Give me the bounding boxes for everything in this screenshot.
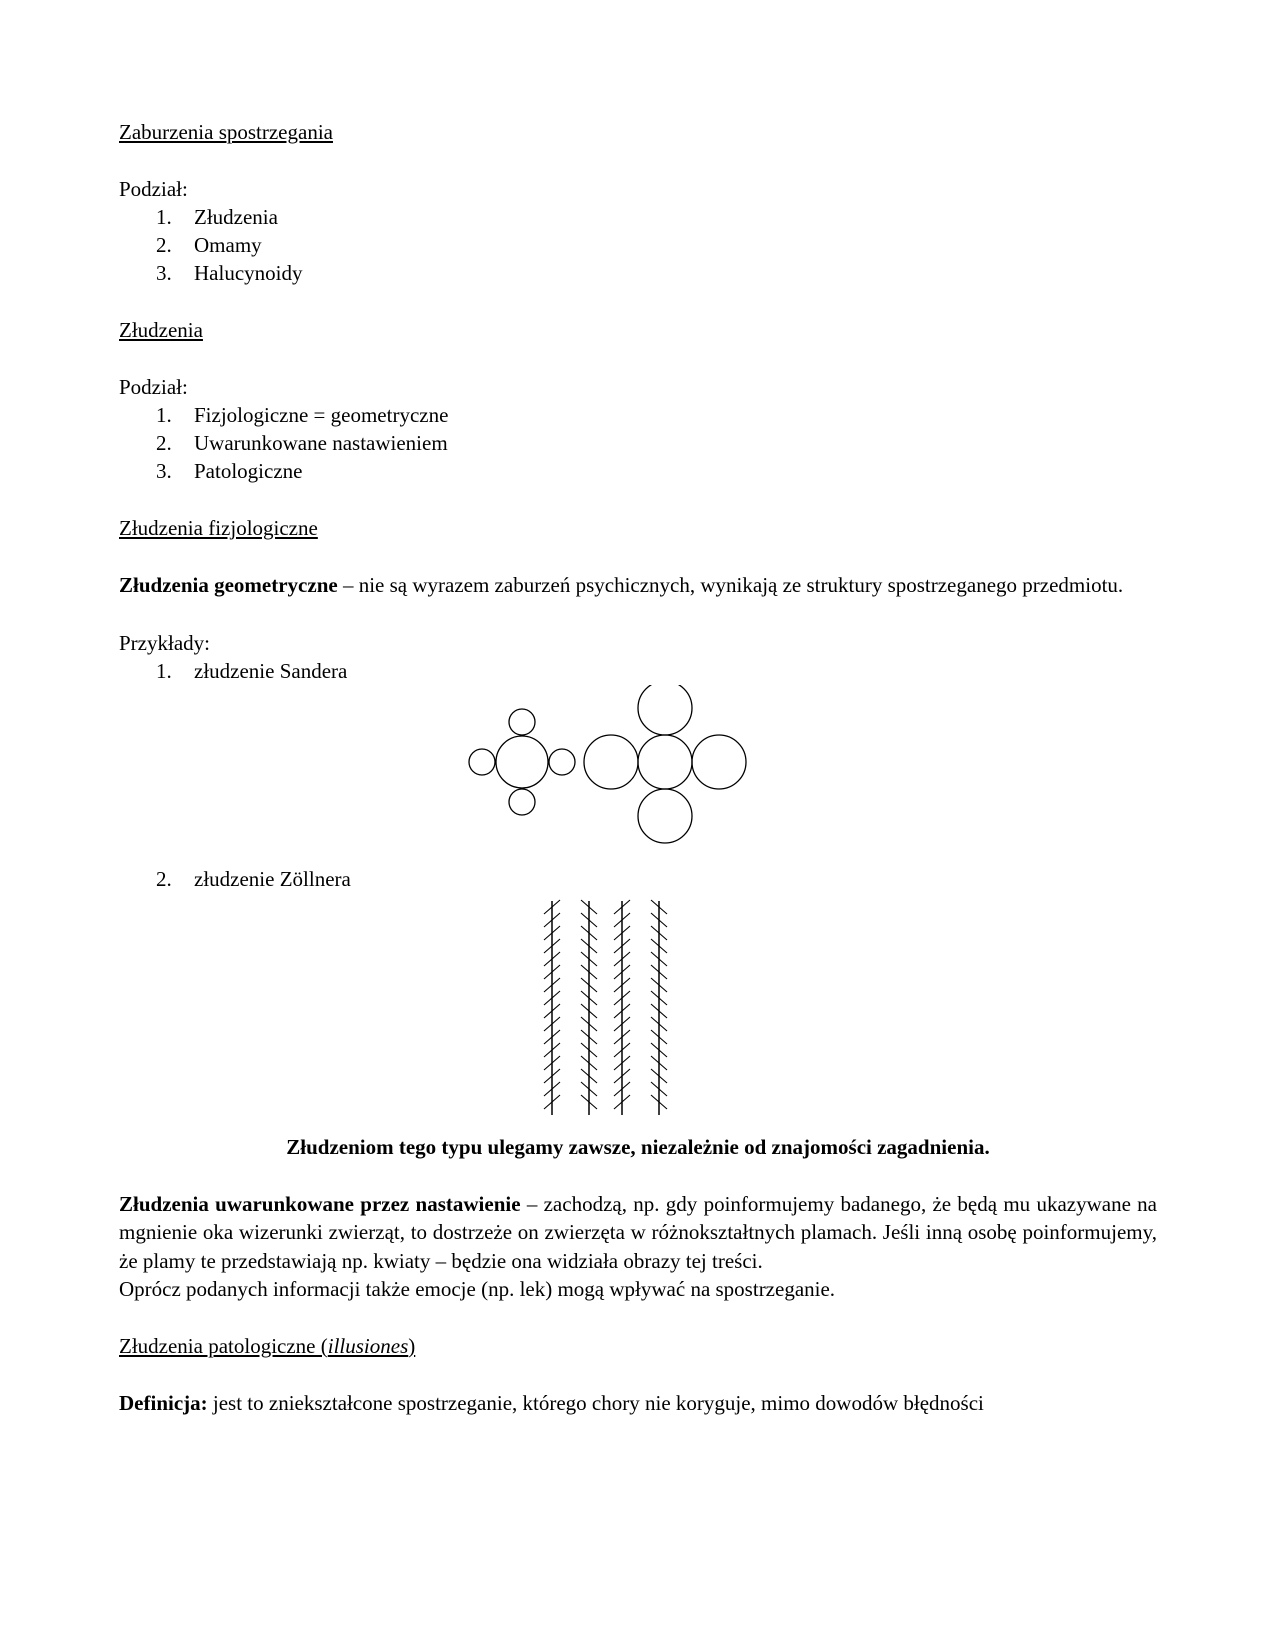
always-statement: Złudzeniom tego typu ulegamy zawsze, niezależnie od znajomości zagadnienia. [286,1134,990,1159]
heading-patologiczne: Złudzenia patologiczne (illusiones) [119,1334,416,1358]
zollner-illusion-figure [119,893,1157,1125]
examples-label: Przykłady: [119,630,210,655]
heading-fizjologiczne: Złudzenia fizjologiczne [119,516,318,540]
division-list-2 [119,401,1157,485]
center-circle-right [638,735,692,789]
paragraph-emotions: Oprócz podanych informacji także emocje (np. lek) mogą wpływać na spostrzeganie. [119,1277,836,1301]
paragraph-definition: Definicja: jest to zniekształcone spostrzeganie, którego chory nie koryguje, mimo dowodów błędności [119,1391,984,1415]
paragraph-nastawienie: Złudzenia uwarunkowane przez nastawienie – zachodzą, np. gdy poinformujemy badanego, że będą mu ukazywane na mgnienie oka wizerunki zwierząt, to dostrzeże on zwierzęta w różnokształtnych plamach. Jeśli inną osobę poinformujemy, że plamy te przedstawiają np. kwiaty – będzie ona widziała obrazy tej treści. [119,1191,1158,1273]
division-label-2: Podział: [119,375,188,399]
satellite-circle [638,685,692,735]
satellite-circle [509,789,535,815]
division-label-1: Podział: [119,177,188,201]
heading-zludzenia: Złudzenia [119,318,203,342]
paragraph-geometryczne: Złudzenia geometryczne – nie są wyrazem zaburzeń psychicznych, wynikają ze struktury spostrzeganego przedmiotu. [119,573,1124,597]
satellite-circle [509,709,535,735]
section-title: Zaburzenia spostrzegania [119,120,333,144]
list-item: 1. Złudzenia [156,205,278,229]
satellite-circle [549,749,575,775]
list-item: 3. Halucynoidy [156,261,303,285]
sander-illusion-figure [119,685,1157,857]
list-item: 2. złudzenie Zöllnera [156,866,351,891]
document-page [119,118,1157,1417]
list-item: 2. Uwarunkowane nastawieniem [156,431,448,455]
satellite-circle [584,735,638,789]
satellite-circle [638,789,692,843]
list-item: 3. Patologiczne [156,459,303,483]
list-item: 2. Omamy [156,233,262,257]
list-item: 1. złudzenie Sandera [156,658,348,683]
division-list-1 [119,203,1157,287]
example-list-2 [119,865,1157,893]
list-item: 1. Fizjologiczne = geometryczne [156,403,449,427]
satellite-circle [692,735,746,789]
example-list-1 [119,657,1157,685]
satellite-circle [469,749,495,775]
center-circle-left [496,736,548,788]
